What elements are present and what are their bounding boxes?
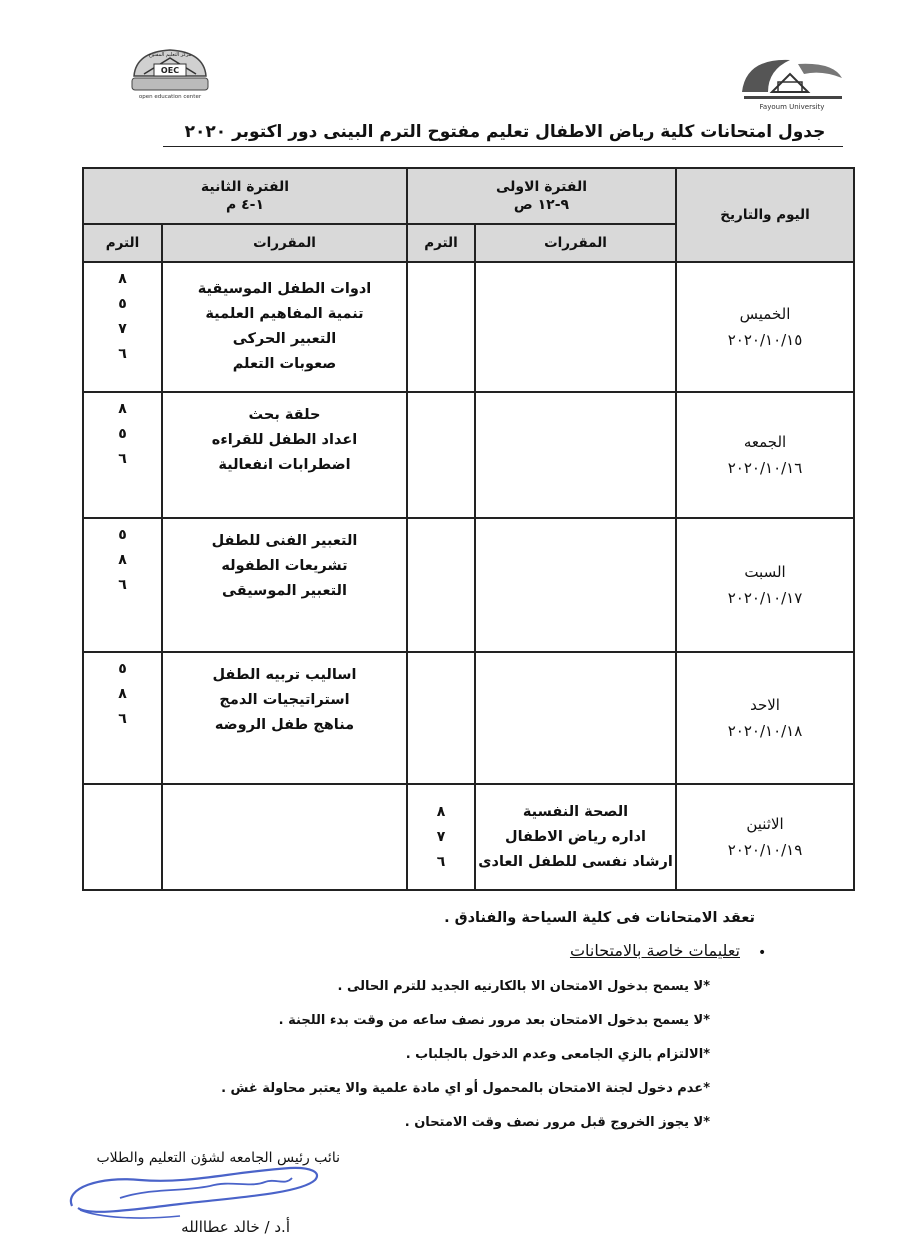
- period1-courses-cell: [475, 262, 676, 392]
- instructions-heading: تعليمات خاصة بالامتحانات: [569, 941, 740, 960]
- period1-courses-header: المقررات: [475, 224, 676, 262]
- svg-text:مركز التعليم المفتوح: مركز التعليم المفتوح: [148, 52, 192, 58]
- open-education-center-logo: [128, 42, 212, 102]
- period2-courses-header: المقررات: [162, 224, 407, 262]
- bullet-icon: •: [758, 945, 767, 961]
- instruction-item: *لا يجوز الخروج قبل مرور نصف وقت الامتحان .: [404, 1115, 710, 1130]
- period1-courses-cell: الصحة النفسية اداره رياض الاطفال ارشاد نفسى للطفل العادى: [475, 784, 676, 890]
- svg-text:open education center: open education center: [138, 94, 202, 100]
- period2-header: الفترة الثانية ١-٤ م: [83, 168, 407, 224]
- day-cell: السبت ٢٠٢٠/١٠/١٧: [676, 518, 854, 652]
- instruction-item: *لا يسمح بدخول الامتحان بعد مرور نصف ساعه من وقت بدء اللجنة .: [278, 1013, 710, 1028]
- day-cell: الاثنين ٢٠٢٠/١٠/١٩: [676, 784, 854, 890]
- day-date-header: اليوم والتاريخ: [676, 168, 854, 262]
- exam-schedule-table: [82, 167, 855, 891]
- table-row: [83, 518, 854, 652]
- title-underline: [163, 146, 843, 147]
- period1-terms-cell: [407, 262, 475, 392]
- period1-terms-cell: [407, 392, 475, 518]
- day-cell: الاحد ٢٠٢٠/١٠/١٨: [676, 652, 854, 784]
- day-cell: الخميس ٢٠٢٠/١٠/١٥: [676, 262, 854, 392]
- day-cell: الجمعه ٢٠٢٠/١٠/١٦: [676, 392, 854, 518]
- period1-courses-cell: [475, 392, 676, 518]
- table-row: [83, 262, 854, 392]
- period2-terms-cell: ٨ ٥ ٦: [83, 392, 162, 518]
- period1-courses-cell: [475, 652, 676, 784]
- period2-terms-cell: ٨ ٥ ٧ ٦: [83, 262, 162, 392]
- period1-terms-cell: [407, 652, 475, 784]
- period1-terms-cell: [407, 518, 475, 652]
- exam-location-note: تعقد الامتحانات فى كلية السياحة والفنادق .: [444, 910, 755, 926]
- period1-term-header: الترم: [407, 224, 475, 262]
- period2-courses-cell: ادوات الطفل الموسيقية تنمية المفاهيم العلمية التعبير الحركى صعوبات التعلم: [162, 262, 407, 392]
- instruction-item: *لا يسمح بدخول الامتحان الا بالكارنيه الجديد للترم الحالى .: [337, 979, 710, 994]
- period1-courses-cell: [475, 518, 676, 652]
- period1-terms-cell: ٨ ٧ ٦: [407, 784, 475, 890]
- logo-right-text: Fayoum University: [759, 103, 825, 111]
- period2-term-header: الترم: [83, 224, 162, 262]
- table-row: [83, 784, 854, 890]
- instruction-item: *عدم دخول لجنة الامتحان بالمحمول أو اي مادة علمية والا يعتبر محاولة غش .: [221, 1081, 710, 1096]
- period1-header: الفترة الاولى ٩-١٢ ص: [407, 168, 676, 224]
- period2-terms-cell: ٥ ٨ ٦: [83, 518, 162, 652]
- svg-text:OEC: OEC: [160, 66, 180, 75]
- period2-courses-cell: [162, 784, 407, 890]
- period2-courses-cell: اساليب تربيه الطفل استراتيجيات الدمج مناهج طفل الروضه: [162, 652, 407, 784]
- page-title: جدول امتحانات كلية رياض الاطفال تعليم مفتوح الترم البينى دور اكتوبر ٢٠٢٠: [184, 122, 826, 142]
- instruction-item: *الالتزام بالزي الجامعى وعدم الدخول بالجلباب .: [405, 1047, 710, 1062]
- table-row: [83, 652, 854, 784]
- fayoum-university-logo: [738, 52, 848, 114]
- period2-terms-cell: [83, 784, 162, 890]
- period2-terms-cell: ٥ ٨ ٦: [83, 652, 162, 784]
- signatory-name: أ.د / خالد عطاالله: [181, 1218, 290, 1236]
- period2-courses-cell: حلقة بحث اعداد الطفل للقراءه اضطرابات انفعالية: [162, 392, 407, 518]
- signatory-title: نائب رئيس الجامعه لشؤن التعليم والطلاب: [96, 1150, 340, 1166]
- period2-courses-cell: التعبير الفنى للطفل تشريعات الطفوله التعبير الموسيقى: [162, 518, 407, 652]
- table-row: [83, 392, 854, 518]
